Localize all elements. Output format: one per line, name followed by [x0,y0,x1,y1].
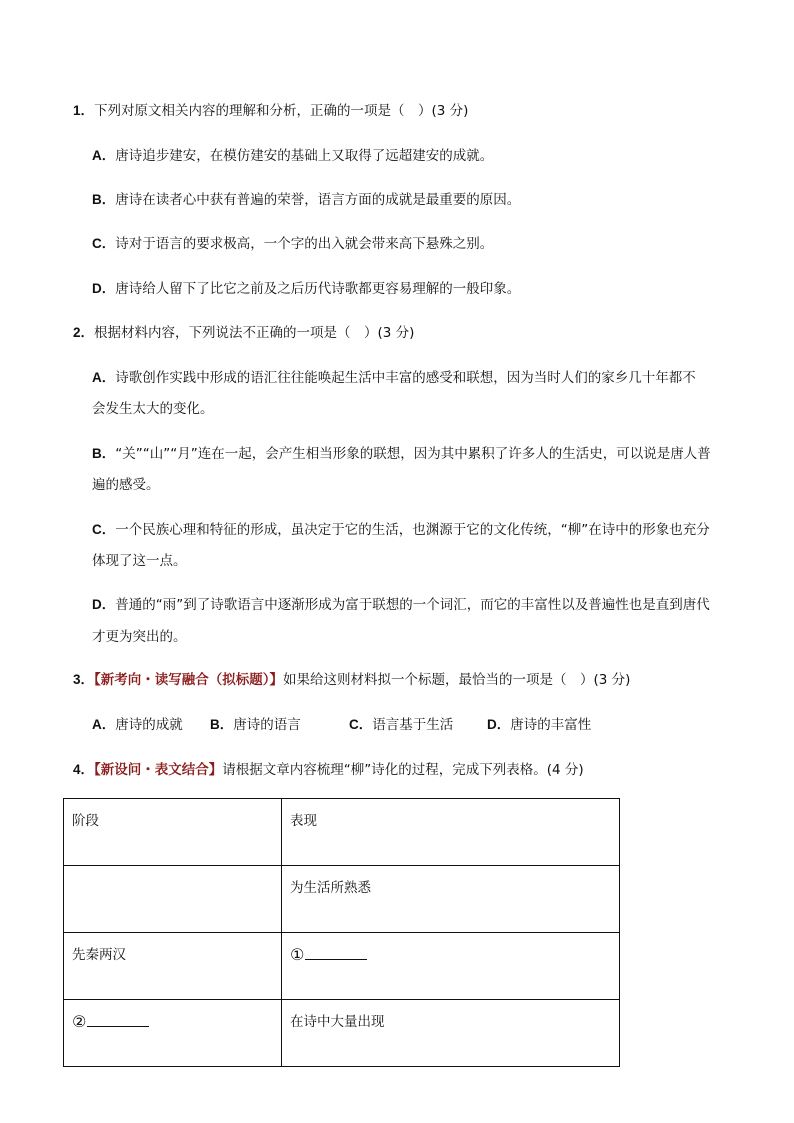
option-text: 唐诗给人留下了比它之前及之后历代诗歌都更容易理解的一般印象。 [115,281,521,297]
option-letter: B． [92,192,116,207]
option-letter: D． [92,597,116,612]
q2-option-b [92,444,711,464]
blank-marker: ② [72,1012,87,1031]
option-letter: A． [92,370,116,385]
q2-option-c [92,520,710,540]
q3-option-d [487,715,591,735]
table-row [64,1000,620,1067]
option-text: 一个民族心理和特征的形成，虽决定于它的生活，也渊源于它的文化传统，“柳”在诗中的形象也充分 [115,522,710,538]
answer-table [63,798,620,1067]
table-row [64,866,620,933]
question-stem: 根据材料内容，下列说法不正确的一项是（ ）(3 分) [94,325,415,341]
q1-option-c [92,234,493,254]
q1-option-d [92,279,520,299]
q2-option-a-continued: 会发生太大的变化。 [92,401,214,417]
option-letter: C． [349,717,373,732]
table-header-cell: 表现 [282,799,620,866]
option-letter: C． [92,522,116,537]
answer-blank-1[interactable] [305,945,367,960]
option-text: 语言基于生活 [372,717,454,733]
option-letter: B． [210,717,234,732]
q2-option-d [92,595,710,615]
option-text: 唐诗的成就 [115,717,183,733]
q1-option-b [92,190,520,210]
option-text: 诗歌创作实践中形成的语汇往往能唤起生活中丰富的感受和联想，因为当时人们的家乡几十年都不 [115,370,696,386]
q3-option-b [210,715,301,735]
option-text: 唐诗的丰富性 [510,717,592,733]
q2-option-d-continued: 才更为突出的。 [92,629,187,645]
question-2 [73,323,414,343]
table-cell: 先秦两汉 [64,933,282,1000]
question-number: 3． [73,672,95,687]
question-stem: 下列对原文相关内容的理解和分析，正确的一项是（ ）(3 分) [94,103,469,119]
option-letter: A． [92,717,116,732]
q2-option-c-continued: 体现了这一点。 [92,553,187,569]
option-text: 唐诗追步建安，在模仿建安的基础上又取得了远超建安的成就。 [115,148,494,164]
question-number: 4． [73,762,95,777]
q3-option-c [349,715,453,735]
question-number: 2． [73,325,95,340]
table-cell: 在诗中大量出现 [282,1000,620,1067]
table-header-row [64,799,620,866]
table-cell [64,866,282,933]
option-text: 诗对于语言的要求极高，一个字的出入就会带来高下悬殊之别。 [115,236,494,252]
question-stem: 请根据文章内容梳理“柳”诗化的过程，完成下列表格。(4 分) [222,762,584,778]
q1-option-a [92,146,493,166]
option-text: 唐诗的语言 [233,717,301,733]
option-letter: C． [92,236,116,251]
answer-blank-2[interactable] [87,1012,149,1027]
table-cell[interactable] [64,1000,282,1067]
question-1 [73,101,468,121]
option-letter: B． [92,446,116,461]
option-text: 唐诗在读者心中获有普遍的荣誉，语言方面的成就是最重要的原因。 [115,192,521,208]
question-stem: 如果给这则材料拟一个标题，最恰当的一项是（ ）(3 分) [283,672,631,688]
question-number: 1． [73,103,95,118]
table-cell: 为生活所熟悉 [282,866,620,933]
question-4 [73,760,584,780]
option-letter: D． [92,281,116,296]
q2-option-b-continued: 遍的感受。 [92,477,160,493]
q3-option-a [92,715,183,735]
option-text: “关”“山”“月”连在一起，会产生相当形象的联想，因为其中累积了许多人的生活史，可以说是唐人普 [115,446,711,462]
option-letter: A． [92,148,116,163]
option-text: 普通的“雨”到了诗歌语言中逐渐形成为富于联想的一个词汇，而它的丰富性以及普遍性也是直到唐代 [115,597,710,613]
q2-option-a [92,368,696,388]
table-header-cell: 阶段 [64,799,282,866]
question-tag: 【新设问・表文结合】 [94,762,223,778]
table-cell[interactable] [282,933,620,1000]
blank-marker: ① [290,945,305,964]
option-letter: D． [487,717,511,732]
question-tag: 【新考向・读写融合（拟标题）】 [94,672,284,688]
table-row [64,933,620,1000]
question-3 [73,670,630,690]
